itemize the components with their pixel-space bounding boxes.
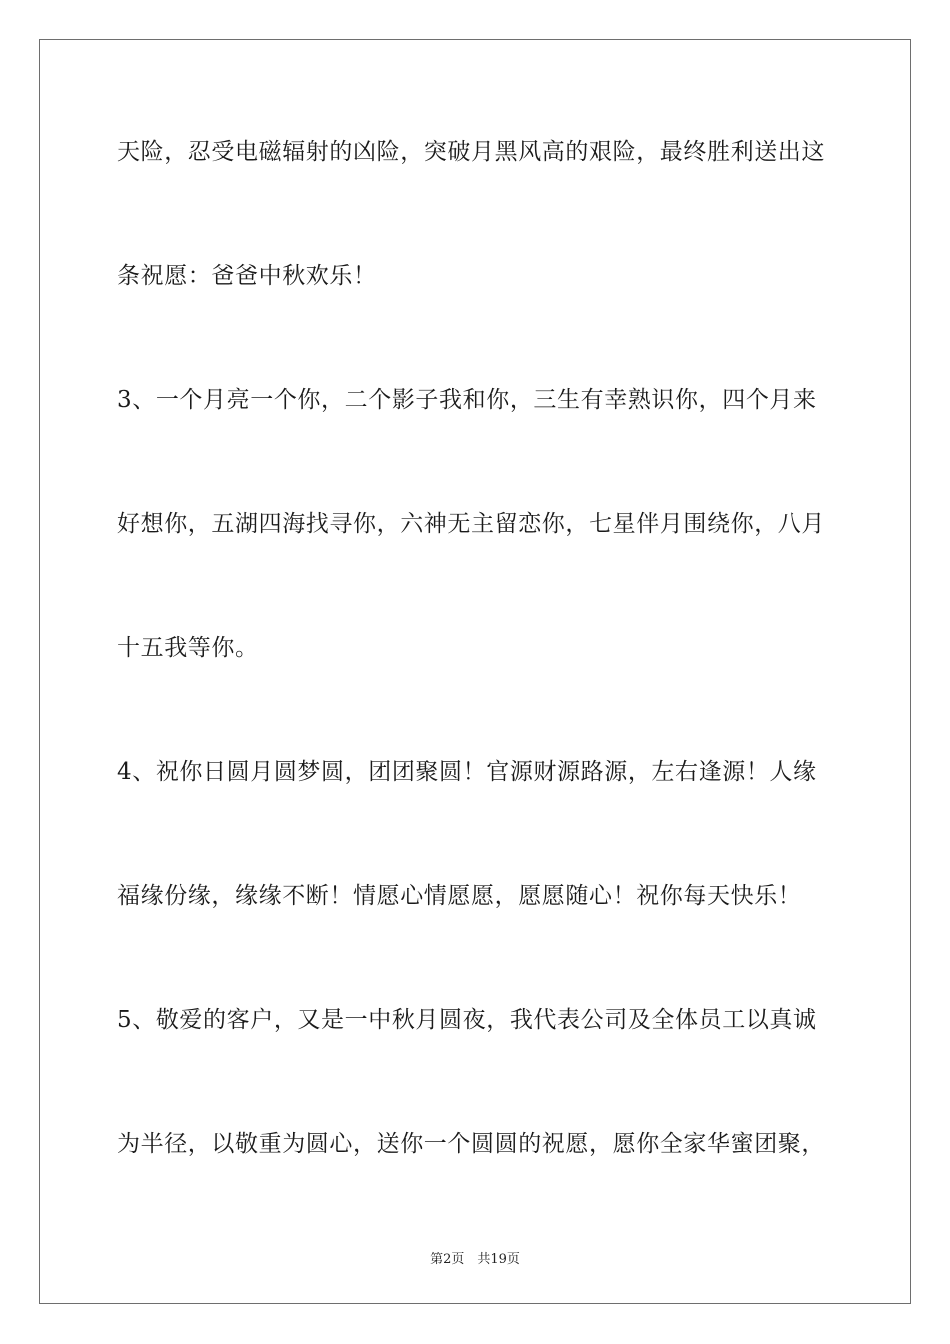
page-number-footer: 第2页 共19页 bbox=[430, 1252, 520, 1267]
text-line-6: 4、祝你日圆月圆梦圆，团团聚圆！官源财源路源，左右逢源！人缘 bbox=[117, 759, 817, 785]
page-border bbox=[39, 39, 911, 1304]
text-line-2: 条祝愿：爸爸中秋欢乐！ bbox=[117, 263, 377, 289]
text-line-1: 天险，忍受电磁辐射的凶险，突破月黑风高的艰险，最终胜利送出这 bbox=[117, 139, 825, 165]
text-line-5: 十五我等你。 bbox=[117, 635, 259, 661]
text-line-8: 5、敬爱的客户，又是一中秋月圆夜，我代表公司及全体员工以真诚 bbox=[117, 1007, 817, 1033]
text-line-3: 3、一个月亮一个你，二个影子我和你，三生有幸熟识你，四个月来 bbox=[117, 387, 817, 413]
text-line-9: 为半径，以敬重为圆心，送你一个圆圆的祝愿，愿你全家华蜜团聚， bbox=[117, 1131, 825, 1157]
text-line-7: 福缘份缘，缘缘不断！情愿心情愿愿，愿愿随心！祝你每天快乐！ bbox=[117, 883, 802, 909]
text-line-4: 好想你，五湖四海找寻你，六神无主留恋你，七星伴月围绕你，八月 bbox=[117, 511, 825, 537]
